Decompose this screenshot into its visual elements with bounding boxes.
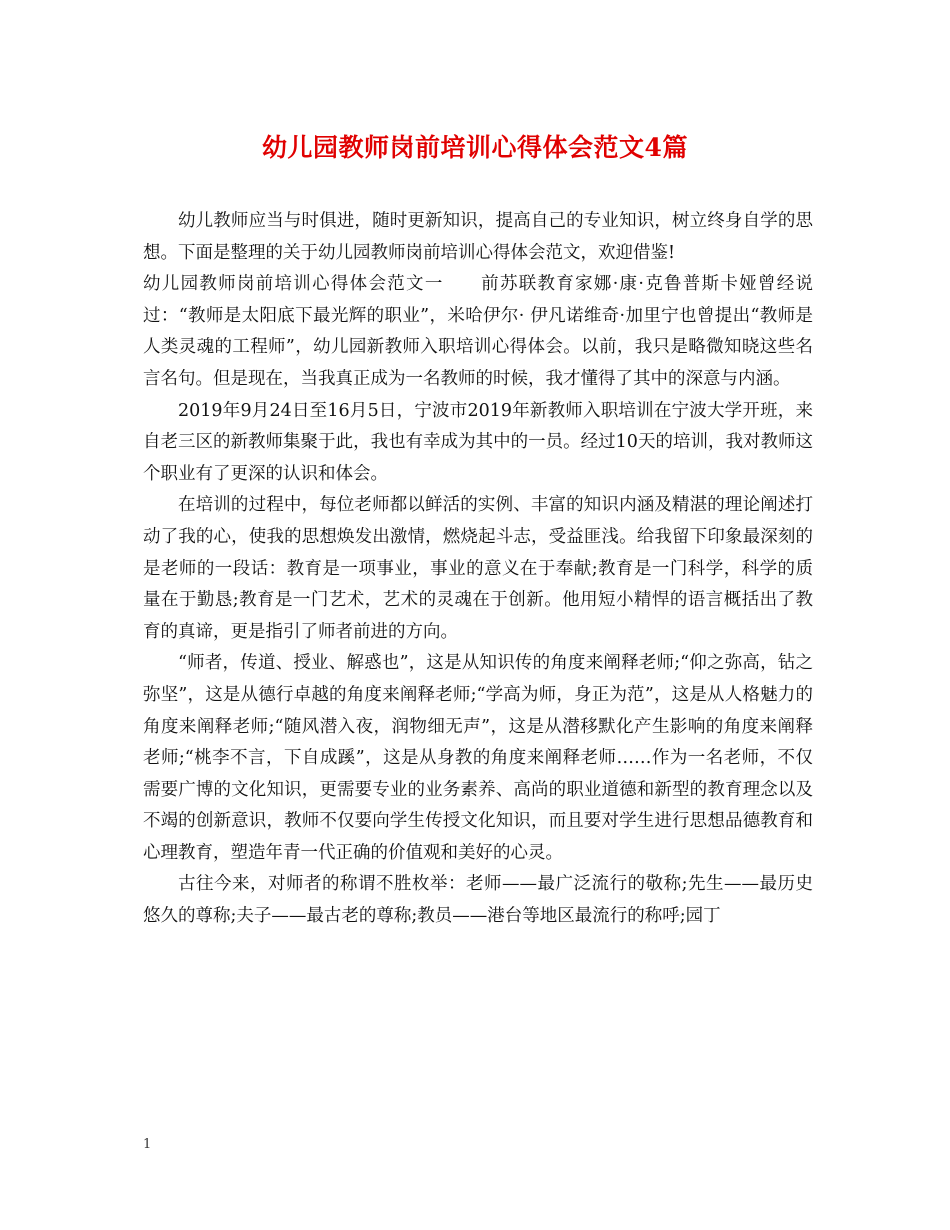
paragraph-intro: 幼儿教师应当与时俱进，随时更新知识，提高自己的专业知识，树立终身自学的思想。下面是整理的关于幼儿园教师岗前培训心得体会范文，欢迎借鉴! — [143, 211, 813, 263]
paragraph-essay-one-opening: 幼儿园教师岗前培训心得体会范文一 前苏联教育家娜·康·克鲁普斯卡娅曾经说过：“教师是太阳底下最光辉的职业”，米哈伊尔· 伊凡诺维奇·加里宁也曾提出“教师是人类灵魂的工程师”，幼儿园新教师入职培训心得体会。以前，我只是略微知晓这些名言名句。但是现在，当我真正成为一名教师的时候，我才懂得了其中的深意与内涵。 — [143, 274, 813, 389]
page-number: 1 — [143, 1137, 152, 1152]
paragraph-training-process: 在培训的过程中，每位老师都以鲜活的实例、丰富的知识内涵及精湛的理论阐述打动了我的心，使我的思想焕发出激情，燃烧起斗志，受益匪浅。给我留下印象最深刻的是老师的一段话：教育是一项事业，事业的意义在于奉献;教育是一门科学，科学的质量在于勤恳;教育是一门艺术，艺术的灵魂在于创新。他用短小精悍的语言概括出了教育的真谛，更是指引了师者前进的方向。 — [143, 495, 813, 642]
document-title: 幼儿园教师岗前培训心得体会范文4篇 — [262, 133, 688, 162]
paragraph-teacher-titles: 古往今来，对师者的称谓不胜枚举：老师——最广泛流行的敬称;先生——最历史悠久的尊称;夫子——最古老的尊称;教员——港台等地区最流行的称呼;园丁 — [143, 874, 813, 927]
paragraph-teacher-quotes: “师者，传道、授业、解惑也”，这是从知识传的角度来阐释老师;“仰之弥高，钻之弥坚”，这是从德行卓越的角度来阐释老师;“学高为师，身正为范”，这是从人格魅力的角度来阐释老师;“随风潜入夜，润物细无声”，这是从潜移默化产生影响的角度来阐释老师;“桃李不言，下自成蹊”，这是从身教的角度来阐释老师……作为一名老师，不仅需要广博的文化知识，更需要专业的业务素养、高尚的职业道德和新型的教育理念以及不竭的创新意识，教师不仅要向学生传授文化知识，而且要对学生进行思想品德教育和心理教育，塑造年青一代正确的价值观和美好的心灵。 — [143, 653, 813, 863]
paragraph-training-dates: 2019年9月24日至16月5日，宁波市2019年新教师入职培训在宁波大学开班，来自老三区的新教师集聚于此，我也有幸成为其中的一员。经过10天的培训，我对教师这个职业有了更深的认识和体会。 — [143, 400, 813, 484]
document-body — [143, 206, 813, 933]
